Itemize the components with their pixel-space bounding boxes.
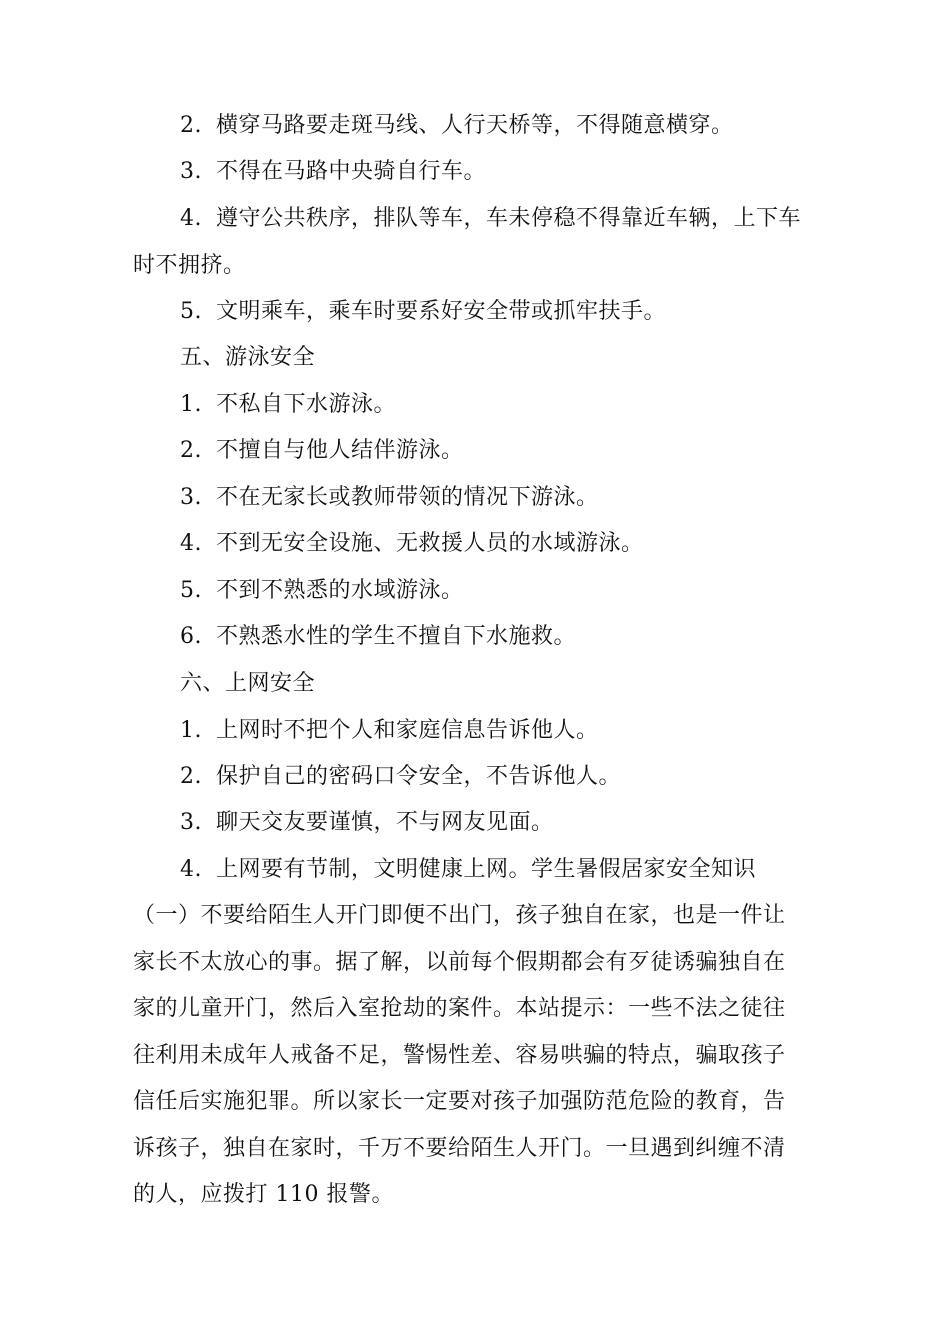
list-item	[180, 855, 756, 885]
item-text: 不到不熟悉的水域游泳。	[216, 578, 464, 603]
heading-text: 五、游泳安全	[180, 345, 316, 370]
item-number: 3.	[180, 810, 202, 835]
list-item	[180, 436, 464, 466]
paragraph-text: 往利用未成年人戒备不足，警惕性差、容易哄骗的特点，骗取孩子	[133, 1043, 786, 1068]
paragraph-line	[133, 1180, 394, 1210]
paragraph-text: 家长不太放心的事。据了解，以前每个假期都会有歹徒诱骗独自在	[133, 950, 786, 975]
list-item	[180, 297, 666, 327]
paragraph-text: 的人，应拨打 110 报警。	[133, 1182, 394, 1207]
list-item	[180, 716, 599, 746]
item-text: 不到无安全设施、无救援人员的水域游泳。	[216, 531, 644, 556]
item-text: 时不拥挤。	[133, 253, 246, 278]
item-text: 不熟悉水性的学生不擅自下水施救。	[216, 624, 577, 649]
list-item-continuation	[133, 251, 246, 281]
item-number: 4.	[180, 206, 202, 231]
item-text: 遵守公共秩序，排队等车，车未停稳不得靠近车辆，上下车	[216, 206, 802, 231]
list-item	[180, 390, 396, 420]
paragraph-text: 诉孩子，独自在家时，千万不要给陌生人开门。一旦遇到纠缠不清	[133, 1136, 786, 1161]
paragraph-text: （一）不要给陌生人开门即便不出门，孩子独自在家，也是一件让	[133, 903, 786, 928]
item-text: 上网要有节制，文明健康上网。学生暑假居家安全知识	[216, 857, 757, 882]
item-number: 1.	[180, 392, 202, 417]
list-item	[180, 157, 486, 187]
list-item	[180, 529, 644, 559]
item-number: 5.	[180, 578, 202, 603]
section-heading	[180, 343, 315, 373]
paragraph-text: 信任后实施犯罪。所以家长一定要对孩子加强防范危险的教育，告	[133, 1089, 786, 1114]
paragraph-line	[133, 994, 786, 1024]
list-item	[180, 762, 621, 792]
item-number: 2.	[180, 113, 202, 138]
heading-text: 六、上网安全	[180, 671, 316, 696]
paragraph-line	[133, 948, 786, 978]
item-text: 不擅自与他人结伴游泳。	[216, 438, 464, 463]
item-number: 2.	[180, 764, 202, 789]
item-text: 聊天交友要谨慎，不与网友见面。	[216, 810, 554, 835]
paragraph-line	[133, 901, 786, 931]
list-item	[180, 111, 734, 141]
item-number: 3.	[180, 485, 202, 510]
paragraph-line	[133, 1087, 786, 1117]
item-number: 6.	[180, 624, 202, 649]
item-number: 3.	[180, 159, 202, 184]
section-heading	[180, 669, 315, 699]
paragraph-text: 家的儿童开门，然后入室抢劫的案件。本站提示：一些不法之徒往	[133, 996, 786, 1021]
list-item	[180, 204, 801, 234]
item-text: 不私自下水游泳。	[216, 392, 397, 417]
item-text: 不在无家长或教师带领的情况下游泳。	[216, 485, 599, 510]
item-text: 横穿马路要走斑马线、人行天桥等，不得随意横穿。	[216, 113, 734, 138]
paragraph-line	[133, 1041, 786, 1071]
list-item	[180, 576, 464, 606]
item-text: 不得在马路中央骑自行车。	[216, 159, 487, 184]
item-number: 1.	[180, 718, 202, 743]
item-text: 保护自己的密码口令安全，不告诉他人。	[216, 764, 622, 789]
item-number: 2.	[180, 438, 202, 463]
item-number: 4.	[180, 857, 202, 882]
list-item	[180, 622, 576, 652]
item-number: 4.	[180, 531, 202, 556]
list-item	[180, 483, 599, 513]
paragraph-line	[133, 1134, 786, 1164]
item-text: 文明乘车，乘车时要系好安全带或抓牢扶手。	[216, 299, 667, 324]
item-text: 上网时不把个人和家庭信息告诉他人。	[216, 718, 599, 743]
list-item	[180, 808, 554, 838]
item-number: 5.	[180, 299, 202, 324]
